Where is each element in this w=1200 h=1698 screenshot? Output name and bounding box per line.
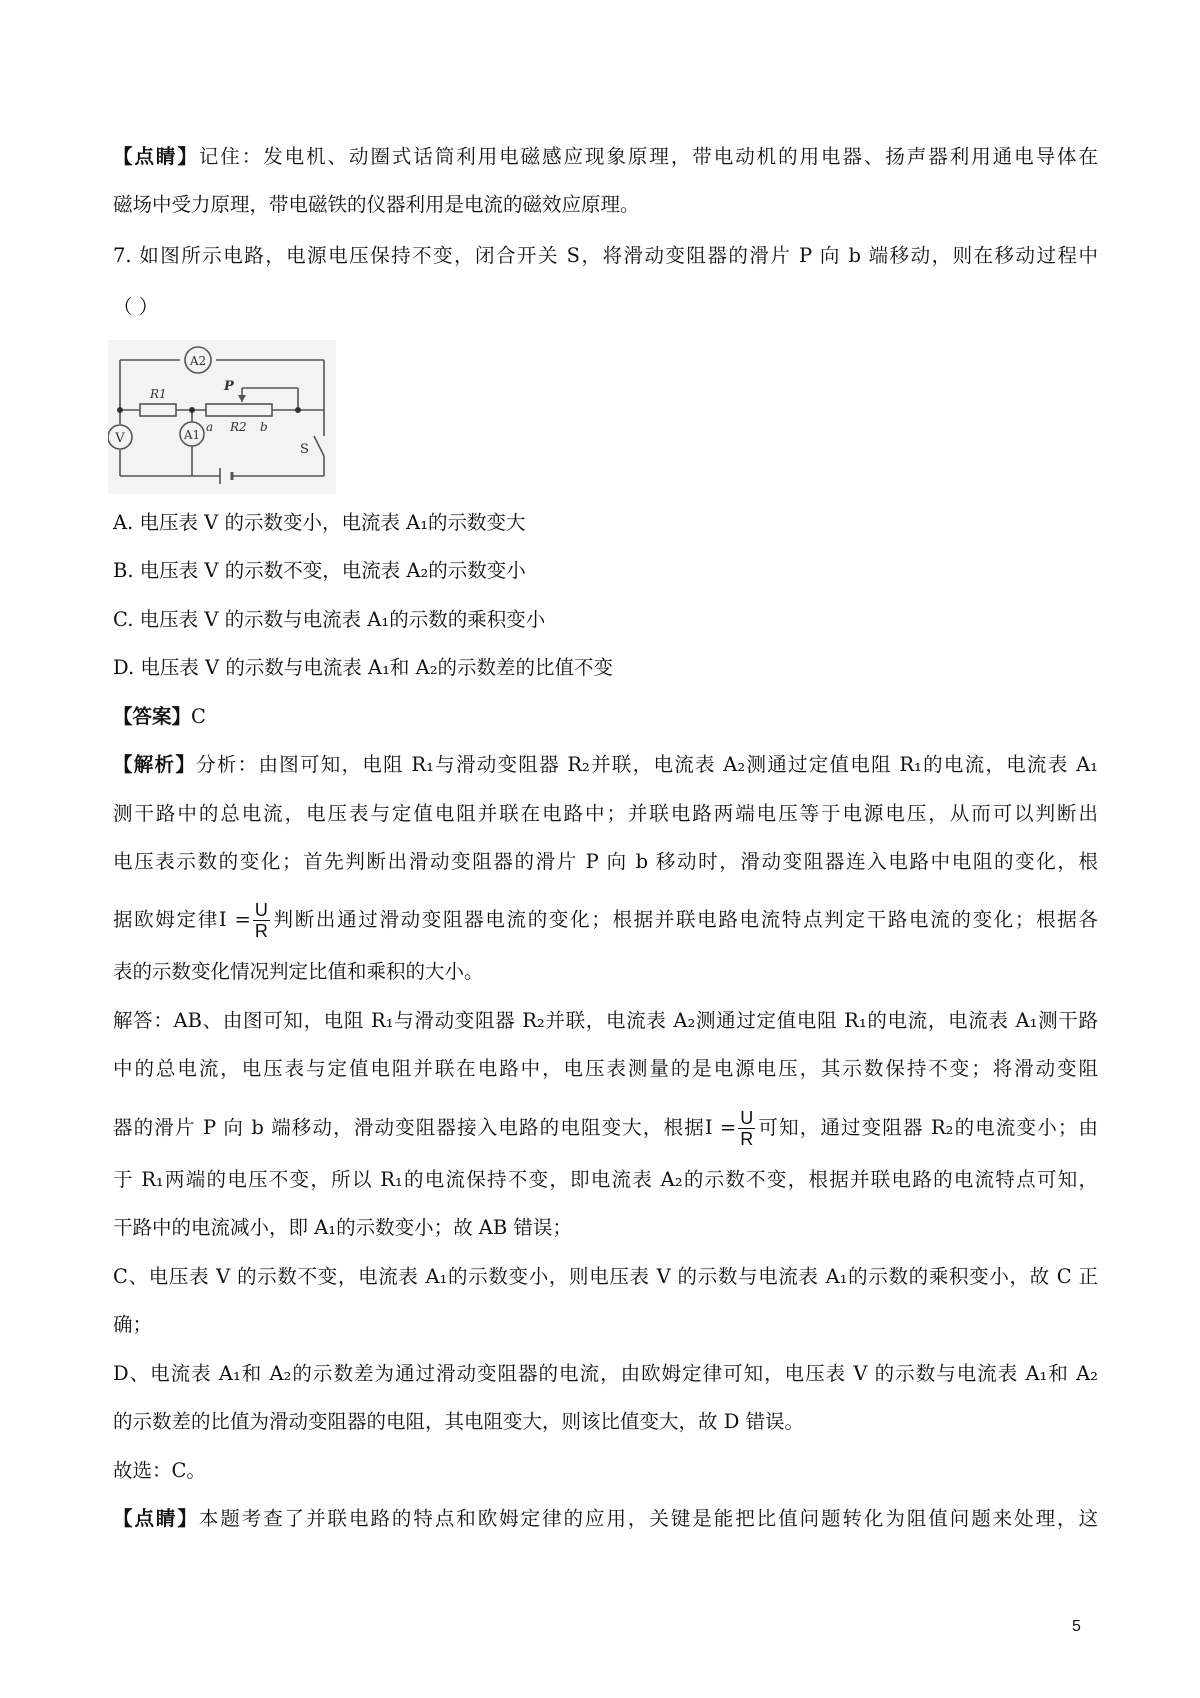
option-d: D. 电压表 V 的示数与电流表 A₁和 A₂的示数差的比值不变 <box>113 656 614 679</box>
circuit-diagram <box>108 340 336 494</box>
answer-line <box>113 703 206 731</box>
solution-line-5: 干路中的电流减小，即 A₁的示数变小；故 AB 错误； <box>113 1216 572 1239</box>
analysis-line-5: 表的示数变化情况判定比值和乘积的大小。 <box>113 960 484 983</box>
junction-left <box>117 407 123 413</box>
final-choice: 故选：C。 <box>113 1459 206 1482</box>
solution-line-4: 于 R₁两端的电压不变，所以 R₁的电流保持不变，即电流表 A₂的示数不变，根据并联电路的电流特点可知， <box>113 1168 1098 1191</box>
option-c: C. 电压表 V 的示数与电流表 A₁的示数的乘积变小 <box>113 608 546 631</box>
analysis-tag: 【解析】 <box>113 753 197 776</box>
solution-c-line-2: 确； <box>113 1313 153 1336</box>
solution-c-line-1: C、电压表 V 的示数不变，电流表 A₁的示数变小，则电压表 V 的示数与电流表 A₁的示数的乘积变小，故 C 正 <box>113 1265 1098 1288</box>
solution-line-3: 器的滑片 P 向 b 端移动，滑动变阻器接入电路的电阻变大，根据I = $\frac{U}{R}$ 可知，通过变阻器 R₂的电流变小；由 <box>113 1108 1098 1149</box>
analysis-line-2: 测干路中的总电流，电压表与定值电阻并联在电路中；并联电路两端电压等于电源电压，从而可以判断出 <box>113 802 1098 825</box>
note-paragraph-2-line-1: 【点睛】本题考查了并联电路的特点和欧姆定律的应用，关键是能把比值问题转化为阻值问题来处理，这 <box>113 1507 1098 1530</box>
label-p: P <box>224 379 234 394</box>
note-tag: 【点睛】 <box>113 145 199 168</box>
solution-line-2: 中的总电流，电压表与定值电阻并联在电路中，电压表测量的是电源电压，其示数保持不变；将滑动变阻 <box>113 1057 1098 1080</box>
note-tag-2: 【点睛】 <box>113 1507 199 1530</box>
ohm-law-fraction: $\frac{U}{R}$ <box>254 900 268 941</box>
label-a1: A1 <box>183 428 201 442</box>
question-7-stem-line-1: 7. 如图所示电路，电源电压保持不变，闭合开关 S，将滑动变阻器的滑片 P 向 b 端移动，则在移动过程中 <box>113 244 1098 267</box>
junction-mid <box>189 407 195 413</box>
note-paragraph-1-line-2: 磁场中受力原理，带电磁铁的仪器利用是电流的磁效应原理。 <box>113 193 640 216</box>
label-r1: R1 <box>150 387 167 401</box>
label-s: S <box>300 442 309 457</box>
note-paragraph-1-line-1: 【点睛】记住：发电机、动圈式话筒利用电磁感应现象原理，带电动机的用电器、扬声器利用通电导体在 <box>113 145 1098 168</box>
answer-tag: 【答案】 <box>113 705 192 728</box>
analysis-line-4: 据欧姆定律I = $\frac{U}{R}$ 判断出通过滑动变阻器电流的变化；根据并联电路电流特点判定干路电流的变化；根据各 <box>113 900 1098 941</box>
answer-value: C <box>191 705 206 728</box>
junction-right <box>295 407 301 413</box>
question-7-stem-line-2: （ ） <box>113 295 159 318</box>
option-a: A. 电压表 V 的示数变小，电流表 A₁的示数变大 <box>113 511 526 534</box>
label-v: V <box>115 431 125 446</box>
solution-line-1: 解答：AB、由图可知，电阻 R₁与滑动变阻器 R₂并联，电流表 A₂测通过定值电阻 R₁的电流，电流表 A₁测干路 <box>113 1009 1098 1032</box>
analysis-line-3: 电压表示数的变化；首先判断出滑动变阻器的滑片 P 向 b 移动时，滑动变阻器连入电路中电阻的变化，根 <box>113 850 1098 873</box>
label-a: a <box>206 420 214 434</box>
ohm-law-fraction-2: $\frac{U}{R}$ <box>740 1108 754 1149</box>
label-r2: R2 <box>230 420 247 434</box>
analysis-line-1: 【解析】分析：由图可知，电阻 R₁与滑动变阻器 R₂并联，电流表 A₂测通过定值电阻 R₁的电流，电流表 A₁ <box>113 753 1098 776</box>
page-number: 5 <box>1072 1618 1081 1635</box>
label-b: b <box>260 420 268 434</box>
circuit-background <box>108 340 336 494</box>
option-b: B. 电压表 V 的示数不变，电流表 A₂的示数变小 <box>113 559 526 582</box>
solution-d-line-1: D、电流表 A₁和 A₂的示数差为通过滑动变阻器的电流，由欧姆定律可知，电压表 V 的示数与电流表 A₁和 A₂ <box>113 1362 1098 1385</box>
label-a2: A2 <box>189 354 207 368</box>
solution-d-line-2: 的示数差的比值为滑动变阻器的电阻，其电阻变大，则该比值变大，故 D 错误。 <box>113 1410 805 1433</box>
